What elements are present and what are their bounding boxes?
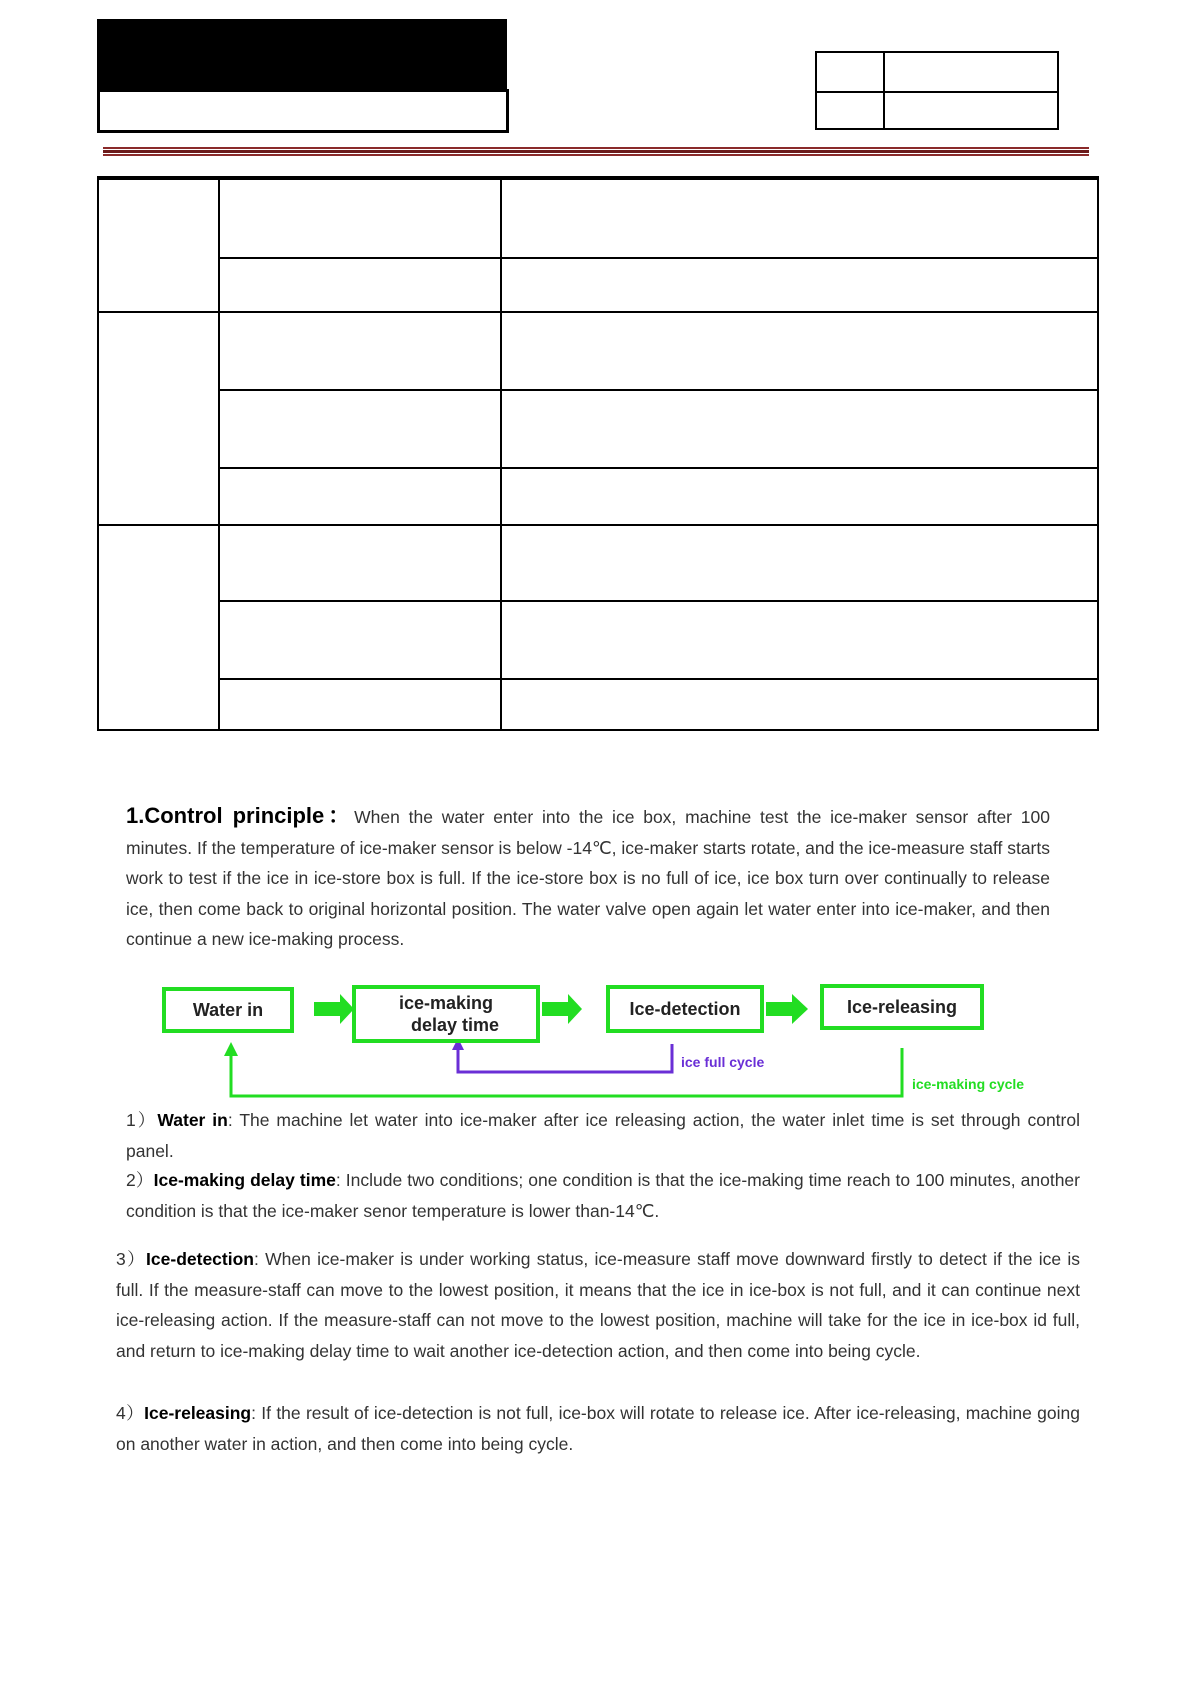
flow-box-ice-releasing: Ice-releasing — [820, 984, 984, 1030]
flow-box-delay-line2: delay time — [410, 1015, 500, 1035]
step-1-term: Water in — [157, 1110, 228, 1130]
step-2-term: Ice-making delay time — [153, 1170, 336, 1190]
step-4-term: Ice-releasing — [144, 1403, 252, 1423]
logo-block — [97, 19, 507, 91]
step-4: 4）Ice-releasing: If the result of ice-detection is not full, ice-box will rotate to release ice. After ice-releasing, machine going on another water in action, and then come into being cycle. — [116, 1403, 1081, 1454]
step-2: 2）Ice-making delay time: Include two conditions; one condition is that the ice-making time reach to 100 minutes, another condition is that the ice-maker senor temperature is lower than-14℃. — [126, 1170, 1080, 1221]
step-3: 3）Ice-detection: When ice-maker is under working status, ice-measure staff move downward firstly to detect if the ice is full. If the measure-staff can move to the lowest position, it means that the ice in ice-box is not full, and it can continue next ice-releasing action. If the measure-staff can not move to the lowest position, machine will take for the ice in ice-box id full, and return to ice-making delay time to wait another ice-detection action, and then come into being cycle. — [116, 1249, 1080, 1361]
flow-box-water-in: Water in — [162, 987, 294, 1033]
logo-subtitle-box — [97, 89, 509, 133]
section-heading: 1.Control principle： — [126, 803, 355, 828]
ice-full-cycle-label: ice full cycle — [681, 1054, 765, 1070]
intro-paragraph — [126, 801, 1050, 955]
step-1: 1）Water in: The machine let water into ice-maker after ice releasing action, the water inlet time is set through control panel. — [126, 1110, 1080, 1161]
flow-box-ice-detection: Ice-detection — [606, 985, 764, 1033]
intro-text: When the water enter into the ice box, machine test the ice-maker sensor after 100 minutes. If the temperature of ice-maker sensor is below -14℃, ice-maker starts rotate, and the ice-measure staff starts work to test if the ice in ice-store box is full. If the ice-store box is no full of ice, ice box turn over continually to release ice, then come back to original horizontal position. The water valve open again let water enter into ice-maker, and then continue a new ice-making process. — [126, 807, 1050, 949]
step-3-term: Ice-detection — [146, 1249, 254, 1269]
flow-box-delay-line1: ice-making — [398, 993, 494, 1013]
ice-making-cycle-label: ice-making cycle — [912, 1076, 1025, 1092]
header-rule — [103, 147, 1089, 156]
spec-table — [97, 176, 1099, 731]
document-code-box — [815, 51, 1059, 130]
flow-diagram — [0, 980, 1191, 1100]
flow-box-delay-time — [352, 985, 540, 1043]
